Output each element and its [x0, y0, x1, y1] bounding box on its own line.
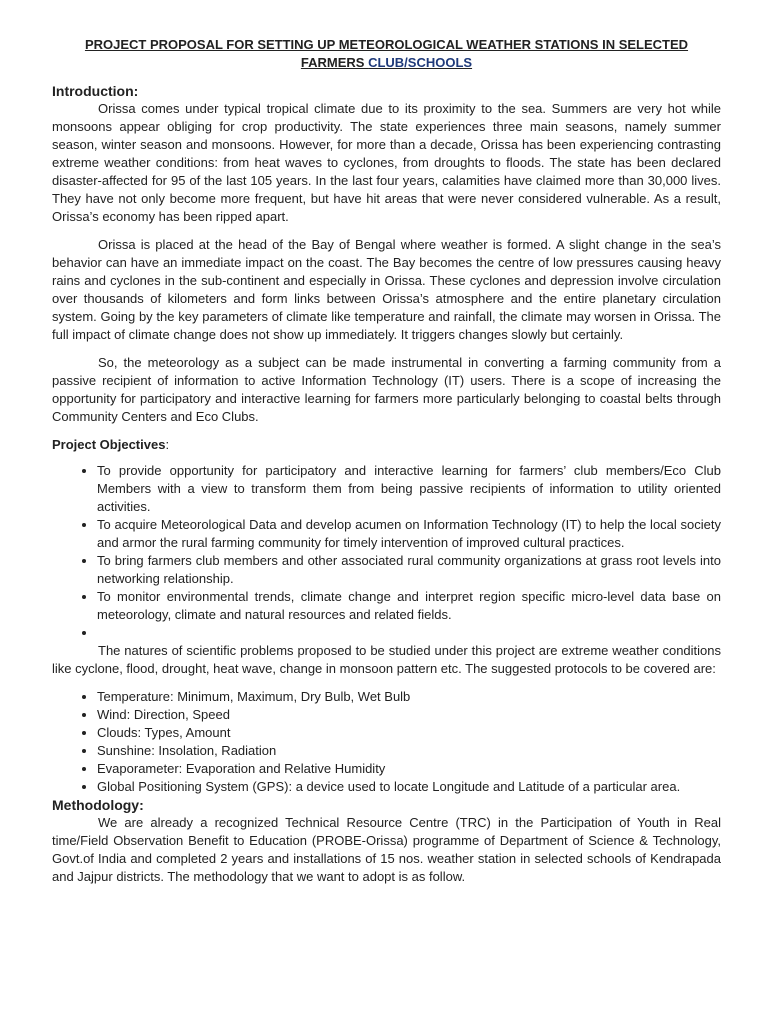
protocols-intro-paragraph: The natures of scientific problems proposed to be studied under this project are extreme weather conditions like cyclone, flood, drought, heat wave, change in monsoon pattern etc. The suggested protocols to be covered are:	[52, 643, 721, 676]
list-item: • To bring farmers club members and other associated rural community organizations at grass root levels into networking relationship.	[97, 552, 721, 588]
list-item: • To monitor environmental trends, climate change and interpret region specific micro-level data base on meteorology, climate and natural resources and related fields.	[97, 588, 721, 624]
list-item: • To acquire Meteorological Data and develop acumen on Information Technology (IT) to help the local society and armor the rural farming community for timely intervention of improved cultural practices.	[97, 516, 721, 552]
objectives-heading-colon: :	[165, 437, 170, 452]
list-item: • Global Positioning System (GPS): a device used to locate Longitude and Latitude of a particular area.	[97, 778, 721, 796]
list-item: • Clouds: Types, Amount	[97, 724, 721, 742]
objectives-list	[52, 462, 721, 642]
page-title	[52, 36, 721, 72]
list-item	[97, 624, 721, 642]
protocols-list	[52, 688, 721, 796]
list-item: • To provide opportunity for participatory and interactive learning for farmers’ club members/Eco Club Members with a view to transform them from being passive recipients of information to utility oriented activities.	[97, 462, 721, 516]
list-item: • Wind: Direction, Speed	[97, 706, 721, 724]
introduction-heading: Introduction:	[52, 83, 139, 99]
objectives-heading	[52, 436, 721, 454]
list-item: • Evaporameter: Evaporation and Relative Humidity	[97, 760, 721, 778]
intro-paragraph-2: Orissa is placed at the head of the Bay of Bengal where weather is formed. A slight change in the sea’s behavior can have an immediate impact on the coast. The Bay becomes the centre of low pressures causing heavy rains and cyclones in the sub-continent and especially in Orissa. These cyclones and depression involve circulation over thousands of kilometers and form links between Orissa’s atmosphere and the entire planetary circulation system. Going by the key parameters of climate like temperature and rainfall, the climate may worsen in Orissa. The full impact of climate change does not show up immediately. It triggers changes slowly but certainly.	[52, 237, 721, 342]
methodology-paragraph: We are already a recognized Technical Resource Centre (TRC) in the Participation of Youth in Real time/Field Observation Benefit to Education (PROBE-Orissa) programme of Department of Science & Technology, Govt.of India and completed 2 years and installations of 15 nos. weather station in selected schools of Kendrapada and Jajpur districts. The methodology that we want to adopt is as follow.	[52, 815, 721, 884]
list-item: • Sunshine: Insolation, Radiation	[97, 742, 721, 760]
intro-paragraph-1: Orissa comes under typical tropical climate due to its proximity to the sea. Summers are very hot while monsoons appear obliging for crop productivity. The state experiences three main seasons, namely summer season, winter season and monsoons. However, for more than a decade, Orissa has been experiencing contrasting extreme weather conditions: from heat waves to cyclones, from droughts to floods. The state has been declared disaster-affected for 95 of the last 105 years. In the last four years, calamities have claimed more than 30,000 lives. They have not only become more frequent, but have hit areas that were never considered vulnerable. As a result, Orissa’s economy has been ripped apart.	[52, 101, 721, 224]
methodology-heading: Methodology:	[52, 797, 144, 813]
list-item: • Temperature: Minimum, Maximum, Dry Bulb, Wet Bulb	[97, 688, 721, 706]
title-main: PROJECT PROPOSAL FOR SETTING UP METEOROLOGICAL WEATHER STATIONS IN SELECTED FARMERS	[84, 37, 689, 70]
title-highlight: CLUB/SCHOOLS	[368, 55, 473, 70]
objectives-heading-text: Project Objectives	[52, 437, 166, 452]
intro-paragraph-3: So, the meteorology as a subject can be made instrumental in converting a farming community from a passive recipient of information to active Information Technology (IT) users. There is a scope of increasing the opportunity for participatory and interactive learning for farmers more particularly belonging to coastal belts through Community Centers and Eco Clubs.	[52, 355, 721, 424]
